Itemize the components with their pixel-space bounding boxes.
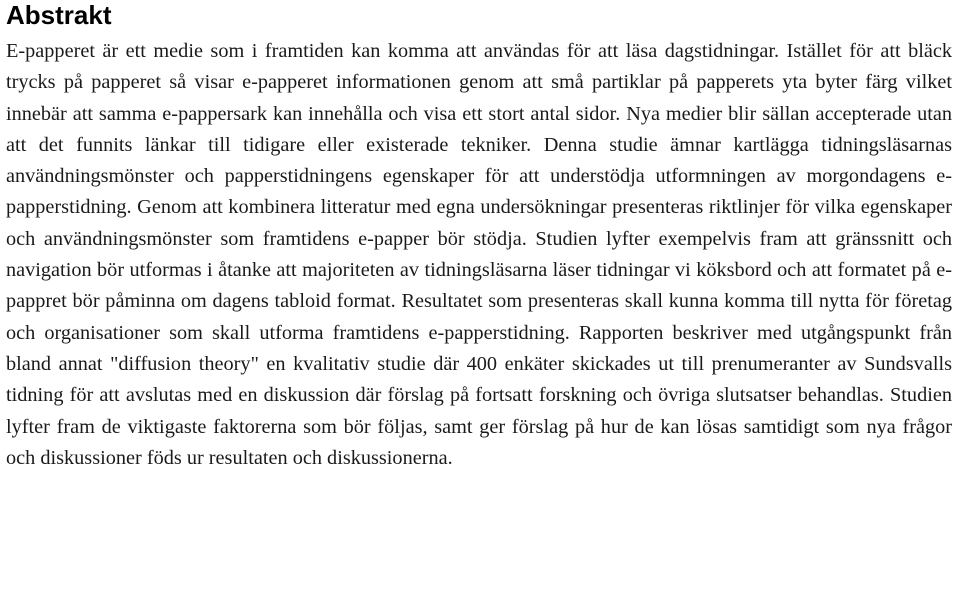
abstract-heading: Abstrakt	[6, 0, 112, 30]
abstract-body: E-papperet är ett medie som i framtiden kan komma att användas för att läsa dagstidningar. Istället för att bläck trycks på papperet så visar e-papperet informationen genom att små partiklar på papperets yta byter färg vilket innebär att samma e-pappersark kan innehålla och visa ett stort antal sidor. Nya medier blir sällan accepterade utan att det funnits länkar till tidigare eller existerade tekniker. Denna studie ämnar kartlägga tidningsläsarnas användningsmönster och papperstidningens egenskaper för att understödja utformningen av morgondagens e-papperstidning. Genom att kombinera litteratur med egna undersökningar presenteras riktlinjer för vilka egenskaper och användningsmönster som framtidens e-papper bör stödja. Studien lyfter exempelvis fram att gränssnitt och navigation bör utformas i åtanke att majoriteten av tidningsläsarna läser tidningar vi köksbord och att formatet på e-pappret bör påminna om dagens tabloid format. Resultatet som presenteras skall kunna komma till nytta för företag och organisationer som skall utforma framtidens e-papperstidning. Rapporten beskriver med utgångspunkt från bland annat "diffusion theory" en kvalitativ studie där 400 enkäter skickades ut till prenumeranter av Sundsvalls tidning för att avslutas med en diskussion där förslag på fortsatt forskning och övriga slutsatser behandlas. Studien lyfter fram de viktigaste faktorerna som bör följas, samt ger förslag på hur de kan lösas samtidigt som nya frågor och diskussioner föds ur resultaten och diskussionerna.	[6, 40, 952, 469]
